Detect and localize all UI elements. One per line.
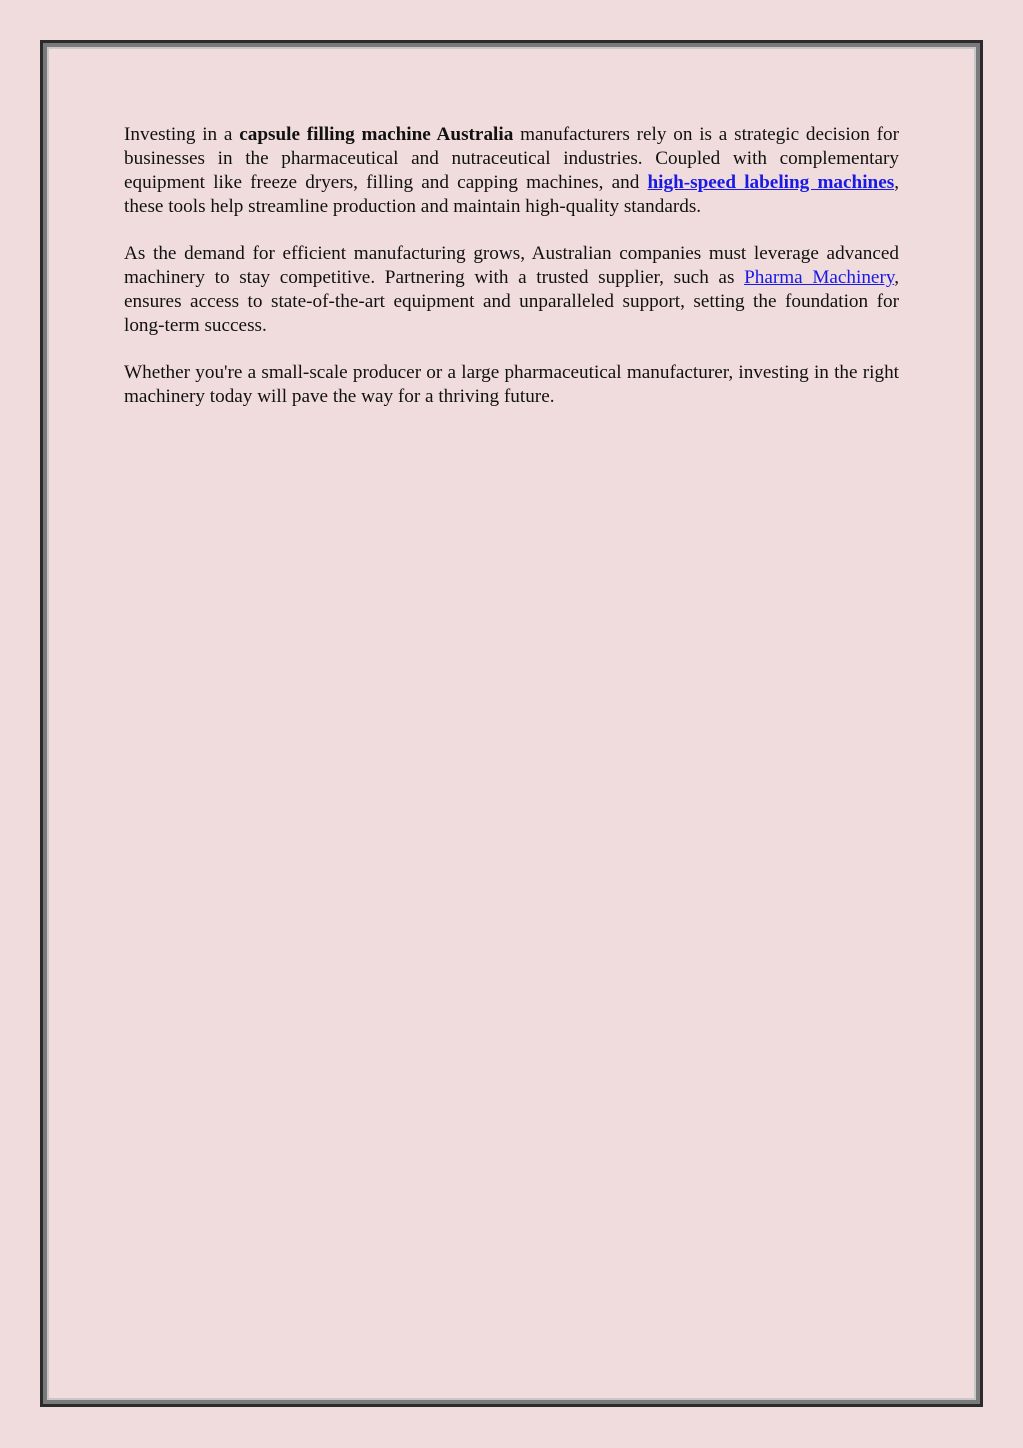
paragraph-2-intro: As the demand for efficient manufacturing grows, Australian companies must leverage advanced machinery to stay competitive. Partnering with a trusted supplier, such as xyxy=(124,243,899,288)
paragraph-2 xyxy=(124,242,899,338)
paragraph-3: Whether you're a small-scale producer or a large pharmaceutical manufacturer, investing in the right machinery today will pave the way for a thriving future. xyxy=(124,362,899,407)
paragraph-1-end: , these tools help streamline production and maintain high-quality standards. xyxy=(124,172,899,217)
paragraph-1 xyxy=(124,123,899,219)
paragraph-2-end: , ensures access to state-of-the-art equipment and unparalleled support, setting the foundation for long-term success. xyxy=(124,267,899,336)
link-pharma-machinery[interactable]: Pharma Machinery xyxy=(744,267,895,288)
keyword-capsule-filling-machine: capsule filling machine Australia xyxy=(239,124,514,145)
paragraph-1-middle: manufacturers rely on is a strategic decision for businesses in the pharmaceutical and nutraceutical industries. Coupled with complementary equipment like freeze dryers, filling and capping machines, and xyxy=(124,124,899,193)
paragraph-1-intro: Investing in a xyxy=(124,124,240,145)
link-high-speed-labeling-machines[interactable]: high-speed labeling machines xyxy=(647,172,895,193)
document-body xyxy=(124,123,899,432)
